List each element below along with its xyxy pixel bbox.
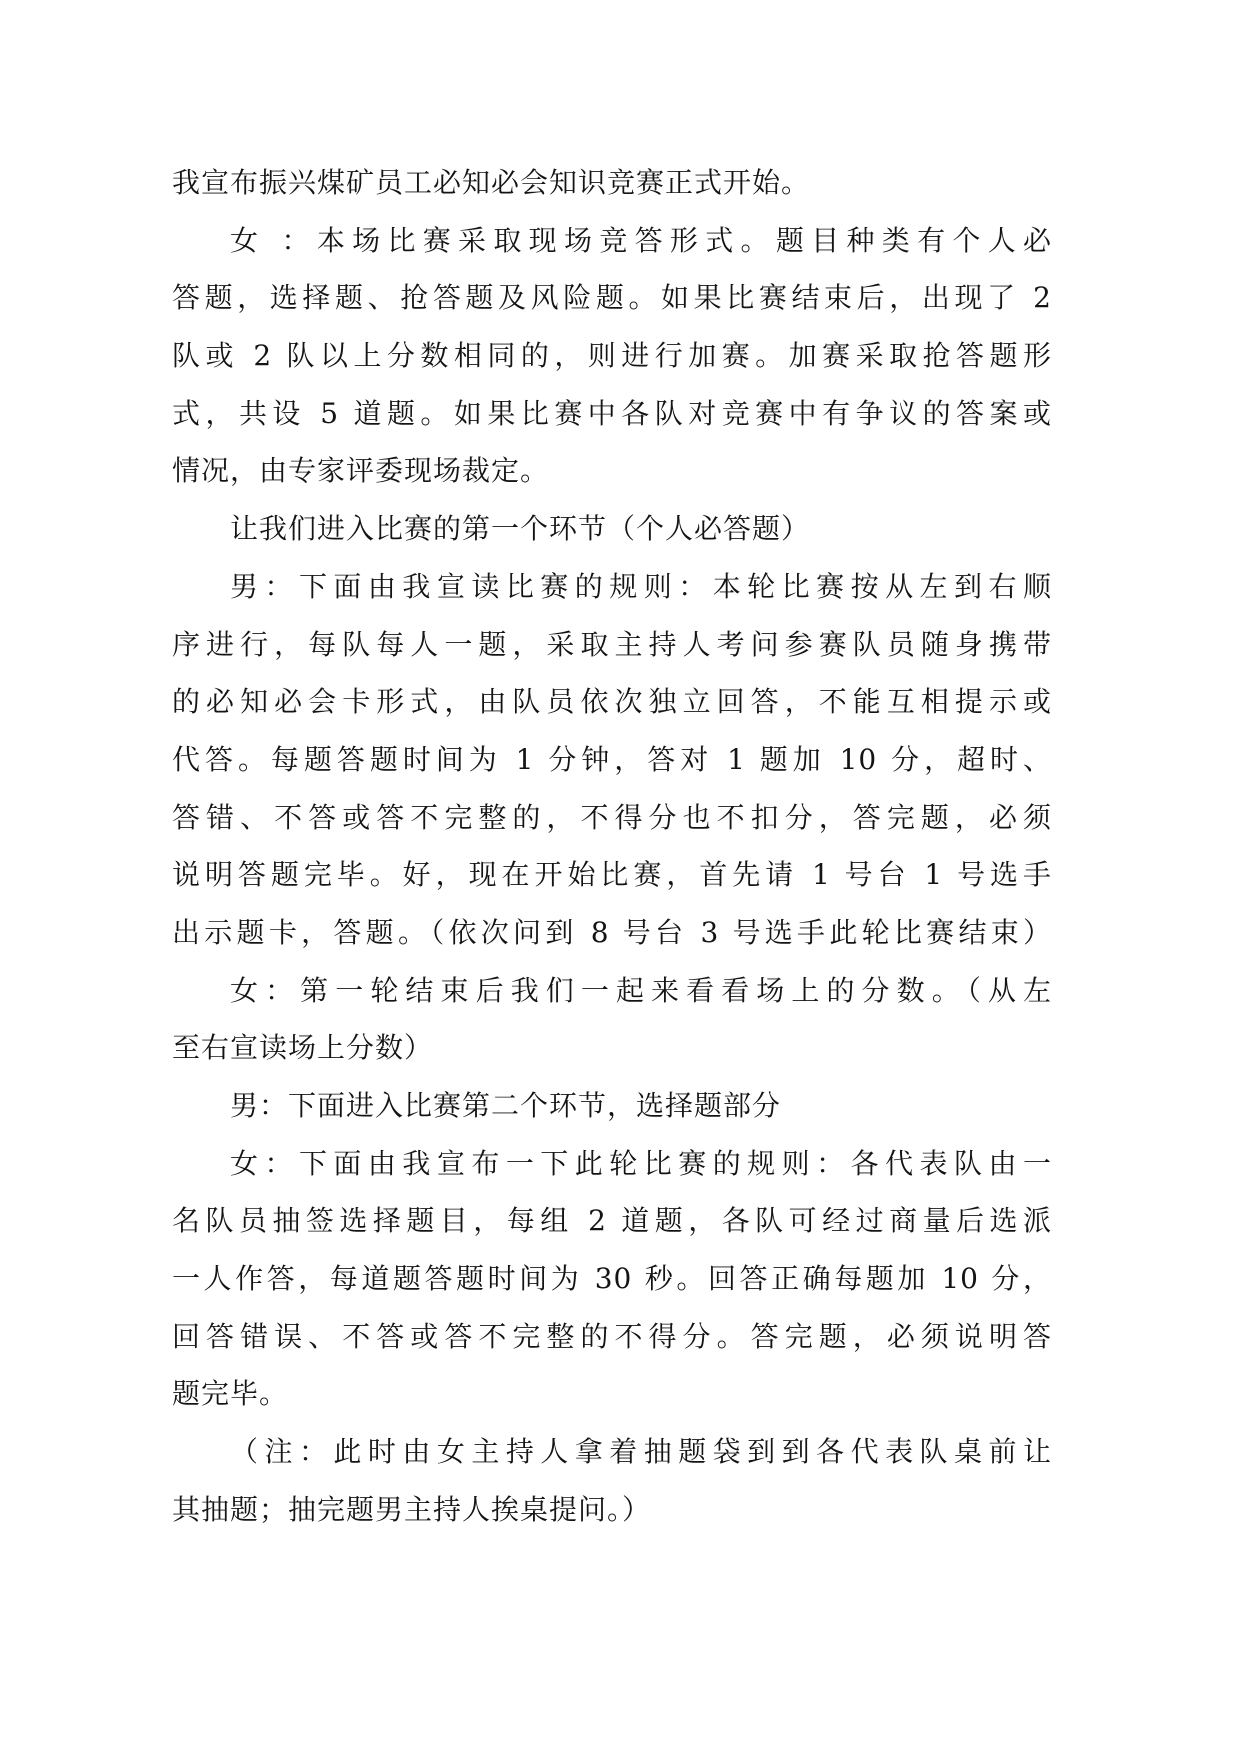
text-line: 序进行，每队每人一题，采取主持人考问参赛队员随身携带 (172, 627, 1052, 661)
text-line: 答错、不答或答不完整的，不得分也不扣分，答完题，必须 (172, 800, 1052, 834)
text-line: 的必知必会卡形式，由队员依次独立回答，不能互相提示或 (172, 685, 1052, 719)
text-line: 女：下面由我宣布一下此轮比赛的规则：各代表队由一 (230, 1146, 1052, 1180)
text-line: 答题，选择题、抢答题及风险题。如果比赛结束后，出现了 2 (172, 281, 1052, 315)
paragraph (172, 1423, 1052, 1538)
document-body (172, 154, 1052, 1539)
text-line: 代答。每题答题时间为 1 分钟，答对 1 题加 10 分，超时、 (172, 742, 1052, 776)
text-line: 男：下面进入比赛第二个环节，选择题部分 (230, 1089, 782, 1122)
paragraph (172, 1077, 1052, 1135)
text-line: 至右宣读场上分数） (172, 1031, 434, 1065)
text-line: 情况，由专家评委现场裁定。 (172, 454, 550, 488)
text-line: 女：第一轮结束后我们一起来看看场上的分数。（从左 (230, 973, 1052, 1007)
text-line: 名队员抽签选择题目，每组 2 道题，各队可经过商量后选派 (172, 1204, 1052, 1238)
text-line: 女 ：本场比赛采取现场竞答形式。题目种类有个人必 (230, 223, 1052, 257)
paragraph (172, 212, 1052, 500)
text-line: 一人作答，每道题答题时间为 30 秒。回答正确每题加 10 分， (172, 1262, 1052, 1296)
paragraph (172, 1135, 1052, 1423)
text-line: 出示题卡，答题。（依次问到 8 号台 3 号选手此轮比赛结束） (172, 915, 1052, 949)
paragraph (172, 962, 1052, 1077)
text-line: 式，共设 5 道题。如果比赛中各队对竞赛中有争议的答案或 (172, 396, 1052, 430)
text-line: 队或 2 队以上分数相同的，则进行加赛。加赛采取抢答题形 (172, 339, 1052, 373)
paragraph (172, 558, 1052, 962)
text-line: （注：此时由女主持人拿着抽题袋到到各代表队桌前让 (230, 1435, 1052, 1469)
paragraph (172, 154, 1052, 212)
text-line: 题完毕。 (172, 1377, 289, 1411)
paragraph (172, 500, 1052, 558)
text-line: 男：下面由我宣读比赛的规则：本轮比赛按从左到右顺 (230, 569, 1052, 603)
text-line: 回答错误、不答或答不完整的不得分。答完题，必须说明答 (172, 1319, 1052, 1353)
text-line: 让我们进入比赛的第一个环节（个人必答题） (230, 512, 811, 546)
text-line: 其抽题；抽完题男主持人挨桌提问。） (172, 1492, 652, 1526)
text-line: 说明答题完毕。好，现在开始比赛，首先请 1 号台 1 号选手 (172, 858, 1052, 892)
text-line: 我宣布振兴煤矿员工必知必会知识竞赛正式开始。 (172, 166, 811, 199)
